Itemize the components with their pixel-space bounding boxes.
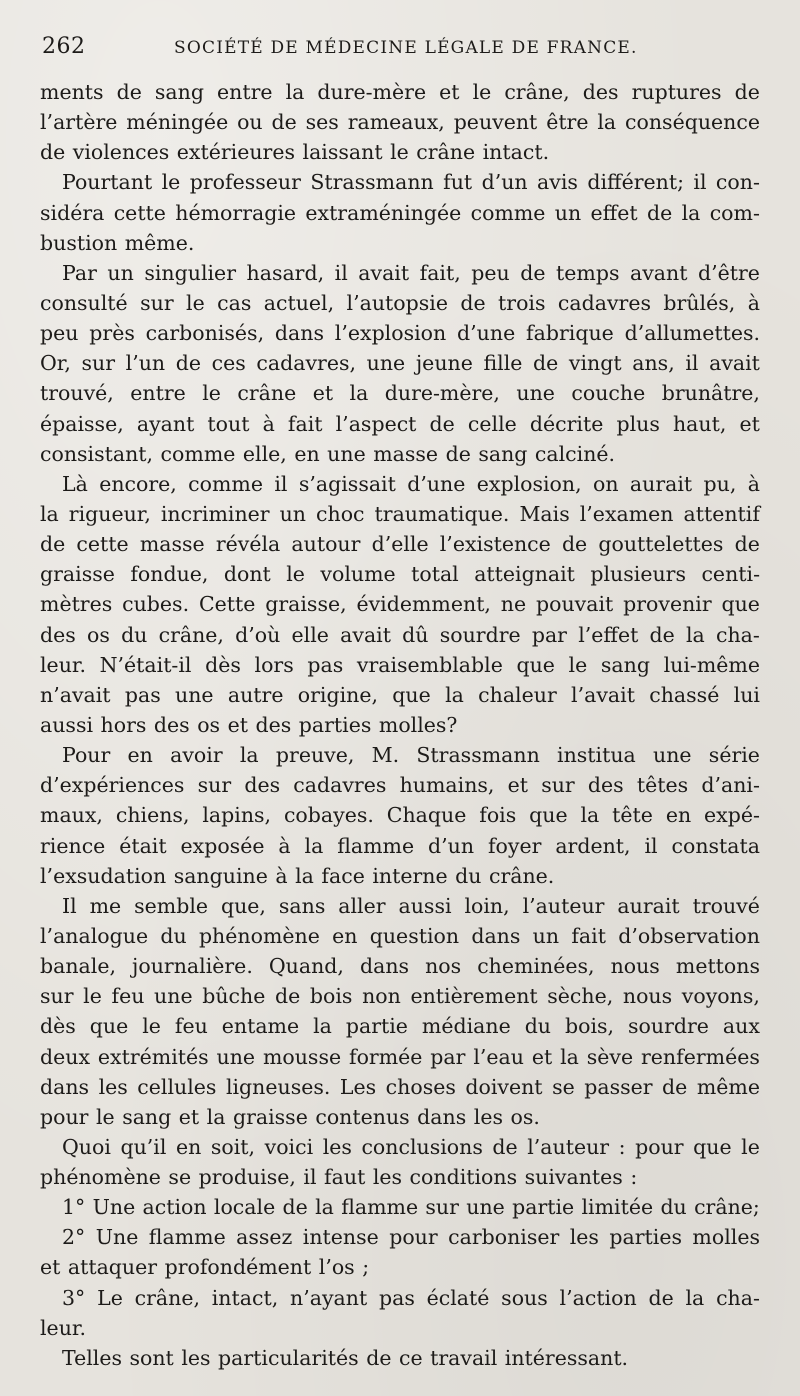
text-line: de cette masse révéla autour d’elle l’existence de gouttelettes de: [40, 532, 760, 557]
text-line: ments de sang entre la dure-mère et le crâne, des ruptures de: [40, 80, 760, 104]
text-line: dès que le feu entame la partie médiane du bois, sourdre aux: [40, 1014, 760, 1039]
text-line: Pourtant le professeur Strassmann fut d’un avis différent; il con-: [62, 170, 760, 195]
text-line: 1° Une action locale de la flamme sur une partie limitée du crâne;: [62, 1195, 760, 1220]
text-line: leur. N’était-il dès lors pas vraisemblable que le sang lui-même: [40, 652, 760, 677]
text-line: sidéra cette hémorragie extraméningée comme un effet de la com-: [40, 200, 760, 225]
text-line: des os du crâne, d’où elle avait dû sourdre par l’effet de la cha-: [40, 622, 760, 647]
text-line: l’artère méningée ou de ses rameaux, peuvent être la conséquence: [40, 110, 760, 135]
text-line: Quoi qu’il en soit, voici les conclusions de l’auteur : pour que le: [62, 1134, 760, 1159]
text-line: deux extrémités une mousse formée par l’eau et la sève renfermées: [40, 1044, 760, 1069]
text-line: Or, sur l’un de ces cadavres, une jeune fille de vingt ans, il avait: [40, 351, 760, 376]
text-line: Par un singulier hasard, il avait fait, peu de temps avant d’être: [62, 260, 760, 285]
text-line: sur le feu une bûche de bois non entièrement sèche, nous voyons,: [40, 984, 760, 1009]
text-line: bustion même.: [40, 230, 195, 255]
text-line: consulté sur le cas actuel, l’autopsie de trois cadavres brûlés, à: [40, 290, 760, 315]
text-line: Il me semble que, sans aller aussi loin, l’auteur aurait trouvé: [62, 893, 760, 918]
text-line: trouvé, entre le crâne et la dure-mère, une couche brunâtre,: [40, 381, 760, 406]
text-line: 3° Le crâne, intact, n’ayant pas éclaté sous l’action de la cha-: [62, 1285, 760, 1310]
text-line: peu près carbonisés, dans l’explosion d’une fabrique d’allumettes.: [40, 321, 760, 346]
text-line: consistant, comme elle, en une masse de sang calciné.: [40, 441, 616, 466]
text-line: phénomène se produise, il faut les conditions suivantes :: [40, 1165, 638, 1190]
body-text: [40, 77, 760, 1373]
text-line: n’avait pas une autre origine, que la chaleur l’avait chassé lui: [40, 682, 760, 707]
text-line: leur.: [40, 1315, 86, 1340]
text-line: Telles sont les particularités de ce travail intéressant.: [62, 1345, 629, 1370]
text-line: maux, chiens, lapins, cobayes. Chaque fois que la tête en expé-: [40, 803, 760, 828]
running-title: SOCIÉTÉ DE MÉDECINE LÉGALE DE FRANCE.: [174, 38, 638, 58]
text-line: de violences extérieures laissant le crâne intact.: [40, 140, 550, 165]
text-line: Là encore, comme il s’agissait d’une explosion, on aurait pu, à: [62, 471, 760, 496]
text-line: dans les cellules ligneuses. Les choses doivent se passer de même: [40, 1074, 760, 1099]
text-line: l’exsudation sanguine à la face interne du crâne.: [40, 863, 555, 888]
text-line: la rigueur, incriminer un choc traumatique. Mais l’examen attentif: [40, 501, 760, 526]
text-line: épaisse, ayant tout à fait l’aspect de celle décrite plus haut, et: [40, 411, 760, 436]
text-line: d’expériences sur des cadavres humains, et sur des têtes d’ani-: [40, 773, 760, 798]
text-line: graisse fondue, dont le volume total atteignait plusieurs centi-: [40, 562, 760, 587]
text-line: 2° Une flamme assez intense pour carboniser les parties molles: [62, 1225, 760, 1250]
page-number: 262: [42, 34, 86, 59]
text-line: banale, journalière. Quand, dans nos cheminées, nous mettons: [40, 954, 760, 979]
text-line: aussi hors des os et des parties molles?: [40, 712, 458, 737]
text-line: rience était exposée à la flamme d’un foyer ardent, il constata: [40, 833, 760, 858]
text-line: Pour en avoir la preuve, M. Strassmann institua une série: [62, 743, 760, 768]
text-line: mètres cubes. Cette graisse, évidemment, ne pouvait provenir que: [40, 592, 760, 617]
text-line: et attaquer profondément l’os ;: [40, 1255, 370, 1280]
text-line: pour le sang et la graisse contenus dans les os.: [40, 1104, 540, 1129]
running-head: [40, 34, 760, 66]
text-line: l’analogue du phénomène en question dans un fait d’observation: [40, 923, 760, 948]
